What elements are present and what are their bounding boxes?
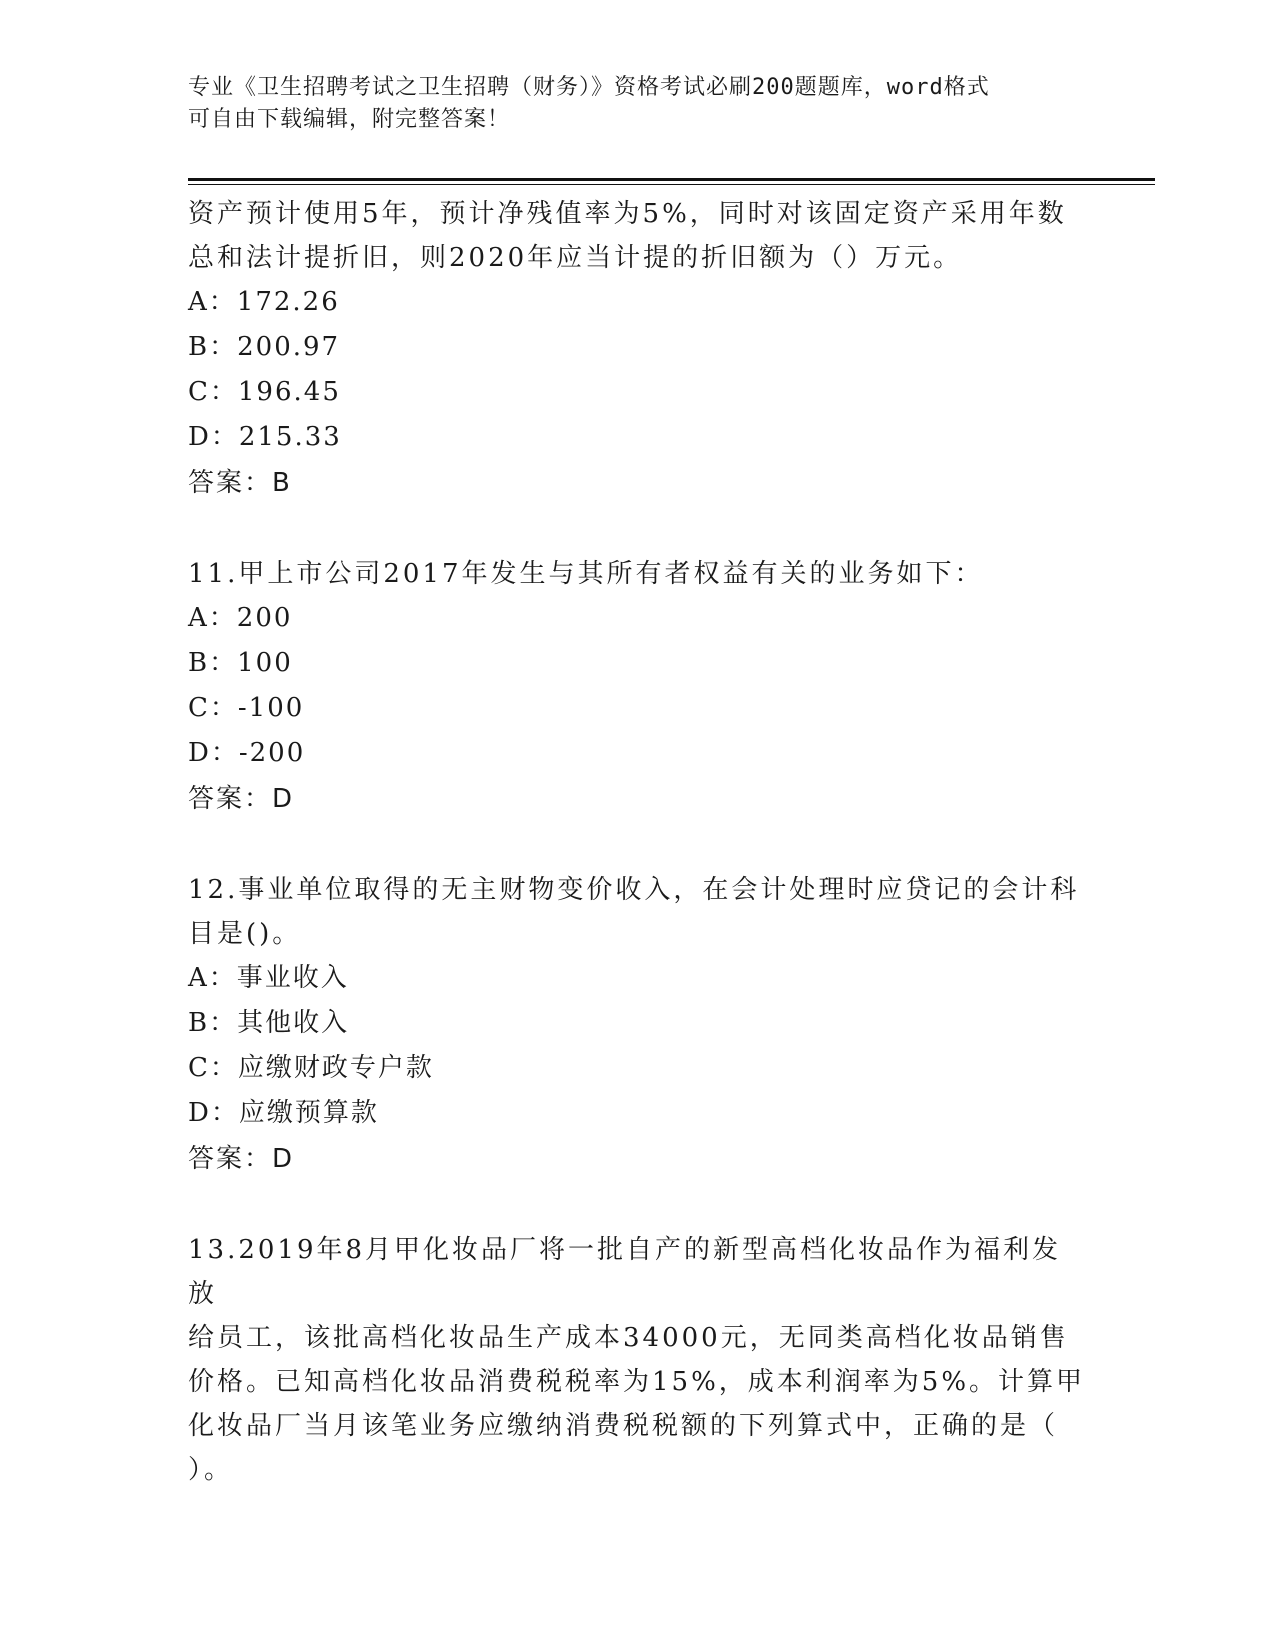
question-stem-line: 目是()。 [188,919,302,949]
option-d: D：215.33 [188,422,342,452]
answer-line: 答案：D [188,784,295,814]
question-stem-line: 化妆品厂当月该笔业务应缴纳消费税税额的下列算式中，正确的是（ [188,1411,1059,1441]
question-stem-line: 给员工，该批高档化妆品生产成本34000元，无同类高档化妆品销售 [188,1323,1069,1353]
option-b: B：其他收入 [188,1008,350,1038]
header-title-line-1: 专业《卫生招聘考试之卫生招聘（财务）》资格考试必刷200题题库，word格式 [188,75,990,100]
option-d: D：-200 [188,738,306,768]
question-block [188,1228,1088,1492]
option-a: A：200 [188,603,293,633]
option-b: B：200.97 [188,332,341,362]
header-title-line-2: 可自由下载编辑，附完整答案！ [188,107,511,132]
question-stem-line: 13.2019年8月甲化妆品厂将一批自产的新型高档化妆品作为福利发放 [188,1235,1062,1309]
question-stem-line: ）。 [188,1455,234,1485]
question-stem-line: 资产预计使用5年，预计净残值率为5%，同时对该固定资产采用年数 [188,199,1067,229]
answer-line: 答案：D [188,1144,295,1174]
option-b: B：100 [188,648,293,678]
question-block [188,192,1088,506]
document-body [188,192,1088,1492]
question-block [188,868,1088,1182]
option-c: C：196.45 [188,377,341,407]
answer-line: 答案：B [188,468,292,498]
option-c: C：应缴财政专户款 [188,1053,434,1083]
question-block [188,552,1088,822]
option-d: D：应缴预算款 [188,1098,379,1128]
question-stem-line: 12.事业单位取得的无主财物变价收入，在会计处理时应贷记的会计科 [188,875,1080,905]
option-a: A：事业收入 [188,963,349,993]
option-a: A：172.26 [188,287,340,317]
question-stem-line: 11.甲上市公司2017年发生与其所有者权益有关的业务如下： [188,559,984,589]
header-divider-thick [188,178,1155,181]
option-c: C：-100 [188,693,305,723]
header-divider-thin [188,184,1155,185]
question-stem-line: 价格。已知高档化妆品消费税税率为15%，成本利润率为5%。计算甲 [188,1367,1086,1397]
document-header [188,72,1068,136]
question-stem-line: 总和法计提折旧，则2020年应当计提的折旧额为（）万元。 [188,243,963,273]
